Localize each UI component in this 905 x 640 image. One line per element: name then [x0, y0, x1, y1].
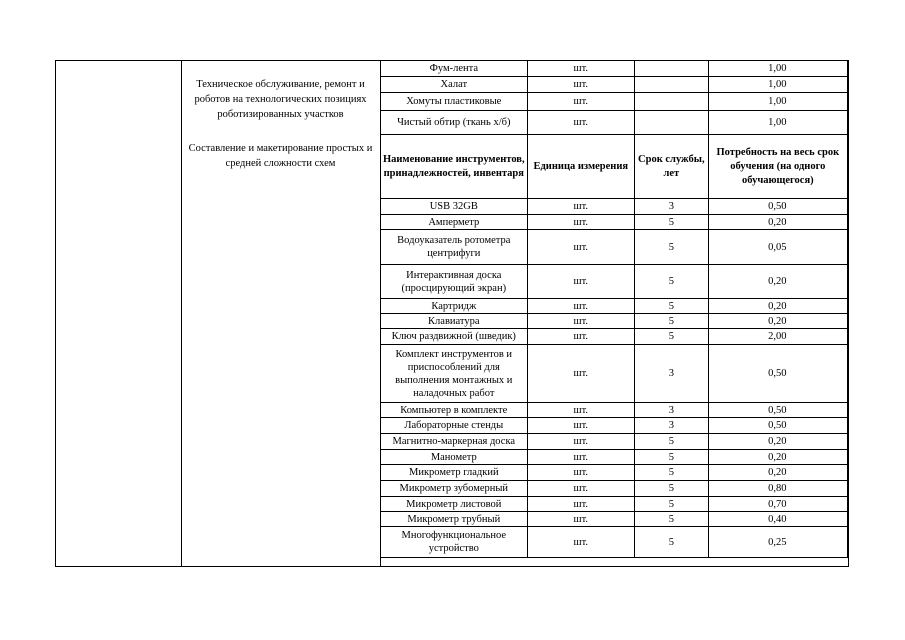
table-row [381, 497, 848, 512]
need-cell: 0,20 [708, 465, 847, 481]
table-row [381, 265, 848, 299]
service-life-cell: 5 [635, 512, 709, 527]
service-life-cell: 5 [635, 527, 709, 558]
unit-cell: шт. [527, 512, 634, 527]
unit-cell: шт. [527, 450, 634, 465]
header-unit: Единица измерения [527, 135, 634, 199]
header-row [381, 135, 848, 199]
need-cell: 0,20 [708, 299, 847, 314]
need-cell: 2,00 [708, 329, 847, 345]
need-cell: 0,25 [708, 527, 847, 558]
table-row [381, 403, 848, 418]
header-name: Наименование инструментов, принадлежностей, инвентаря [381, 135, 528, 199]
header-life: Срок службы, лет [635, 135, 709, 199]
unit-cell: шт. [527, 481, 634, 497]
unit-cell: шт. [527, 111, 634, 135]
need-cell: 1,00 [708, 61, 847, 77]
item-name-cell: Фум-лента [381, 61, 528, 77]
item-name-cell: Чистый обтир (ткань х/б) [381, 111, 528, 135]
unit-cell: шт. [527, 93, 634, 111]
service-life-cell [635, 93, 709, 111]
table-row [381, 299, 848, 314]
item-name-cell: Картридж [381, 299, 528, 314]
header-need: Потребность на весь срок обучения (на одного обучающегося) [708, 135, 847, 199]
service-life-cell: 5 [635, 497, 709, 512]
need-cell: 0,20 [708, 265, 847, 299]
need-cell: 0,50 [708, 199, 847, 215]
unit-cell: шт. [527, 265, 634, 299]
service-life-cell: 5 [635, 434, 709, 450]
need-cell: 0,20 [708, 215, 847, 230]
unit-cell: шт. [527, 215, 634, 230]
table-row [381, 481, 848, 497]
table-row [381, 418, 848, 434]
need-cell: 1,00 [708, 93, 847, 111]
service-life-cell [635, 61, 709, 77]
table-row [381, 527, 848, 558]
item-name-cell: Микрометр зубомерный [381, 481, 528, 497]
item-name-cell: Магнитно-маркерная доска [381, 434, 528, 450]
need-cell: 0,50 [708, 403, 847, 418]
need-cell: 0,20 [708, 434, 847, 450]
table-row [381, 512, 848, 527]
item-name-cell: Микрометр листовой [381, 497, 528, 512]
service-life-cell: 5 [635, 481, 709, 497]
unit-cell: шт. [527, 230, 634, 265]
unit-cell: шт. [527, 465, 634, 481]
column-divider [181, 61, 182, 566]
need-cell: 0,40 [708, 512, 847, 527]
need-cell: 0,20 [708, 314, 847, 329]
unit-cell: шт. [527, 61, 634, 77]
need-cell: 0,20 [708, 450, 847, 465]
need-cell: 0,80 [708, 481, 847, 497]
table-row [381, 230, 848, 265]
unit-cell: шт. [527, 418, 634, 434]
table-row [381, 329, 848, 345]
unit-cell: шт. [527, 314, 634, 329]
unit-cell: шт. [527, 527, 634, 558]
table-row [381, 111, 848, 135]
need-cell: 0,50 [708, 345, 847, 403]
service-life-cell [635, 111, 709, 135]
need-cell: 1,00 [708, 77, 847, 93]
need-cell: 1,00 [708, 111, 847, 135]
table-row [381, 345, 848, 403]
service-life-cell: 5 [635, 265, 709, 299]
item-name-cell: Ключ раздвижной (шведик) [381, 329, 528, 345]
items-table-body [381, 61, 848, 558]
service-life-cell: 5 [635, 299, 709, 314]
unit-cell: шт. [527, 434, 634, 450]
service-life-cell: 5 [635, 329, 709, 345]
outer-table-frame [55, 60, 849, 567]
unit-cell: шт. [527, 345, 634, 403]
service-life-cell [635, 77, 709, 93]
table-row [381, 215, 848, 230]
item-name-cell: Хомуты пластиковые [381, 93, 528, 111]
item-name-cell: USB 32GB [381, 199, 528, 215]
table-row [381, 450, 848, 465]
item-name-cell: Многофункциональное устройство [381, 527, 528, 558]
service-life-cell: 5 [635, 230, 709, 265]
item-name-cell: Лабораторные стенды [381, 418, 528, 434]
topic-text: Техническое обслуживание, ремонт и роботов на технологических позициях роботизированных участков [194, 79, 367, 120]
unit-cell: шт. [527, 299, 634, 314]
service-life-cell: 3 [635, 418, 709, 434]
unit-cell: шт. [527, 77, 634, 93]
service-life-cell: 3 [635, 403, 709, 418]
item-name-cell: Микрометр трубный [381, 512, 528, 527]
service-life-cell: 3 [635, 199, 709, 215]
service-life-cell: 3 [635, 345, 709, 403]
unit-cell: шт. [527, 403, 634, 418]
need-cell: 0,70 [708, 497, 847, 512]
need-cell: 0,50 [708, 418, 847, 434]
need-cell: 0,05 [708, 230, 847, 265]
item-name-cell: Клавиатура [381, 314, 528, 329]
item-name-cell: Интерактивная доска (просцирующий экран) [381, 265, 528, 299]
unit-cell: шт. [527, 199, 634, 215]
table-row [381, 465, 848, 481]
item-name-cell: Манометр [381, 450, 528, 465]
item-name-cell: Водоуказатель ротометра центрифуги [381, 230, 528, 265]
unit-cell: шт. [527, 497, 634, 512]
table-row [381, 199, 848, 215]
item-name-cell: Компьютер в комплекте [381, 403, 528, 418]
item-name-cell: Микрометр гладкий [381, 465, 528, 481]
service-life-cell: 5 [635, 215, 709, 230]
table-row [381, 61, 848, 77]
item-name-cell: Амперметр [381, 215, 528, 230]
table-row [381, 77, 848, 93]
items-table [380, 60, 848, 558]
table-row [381, 314, 848, 329]
service-life-cell: 5 [635, 314, 709, 329]
service-life-cell: 5 [635, 450, 709, 465]
unit-cell: шт. [527, 329, 634, 345]
item-name-cell: Комплект инструментов и приспособлений для выполнения монтажных и наладочных работ [381, 345, 528, 403]
table-row [381, 434, 848, 450]
table-row [381, 93, 848, 111]
topic-text: Составление и макетирование простых и средней сложности схем [188, 143, 373, 169]
service-life-cell: 5 [635, 465, 709, 481]
item-name-cell: Халат [381, 77, 528, 93]
